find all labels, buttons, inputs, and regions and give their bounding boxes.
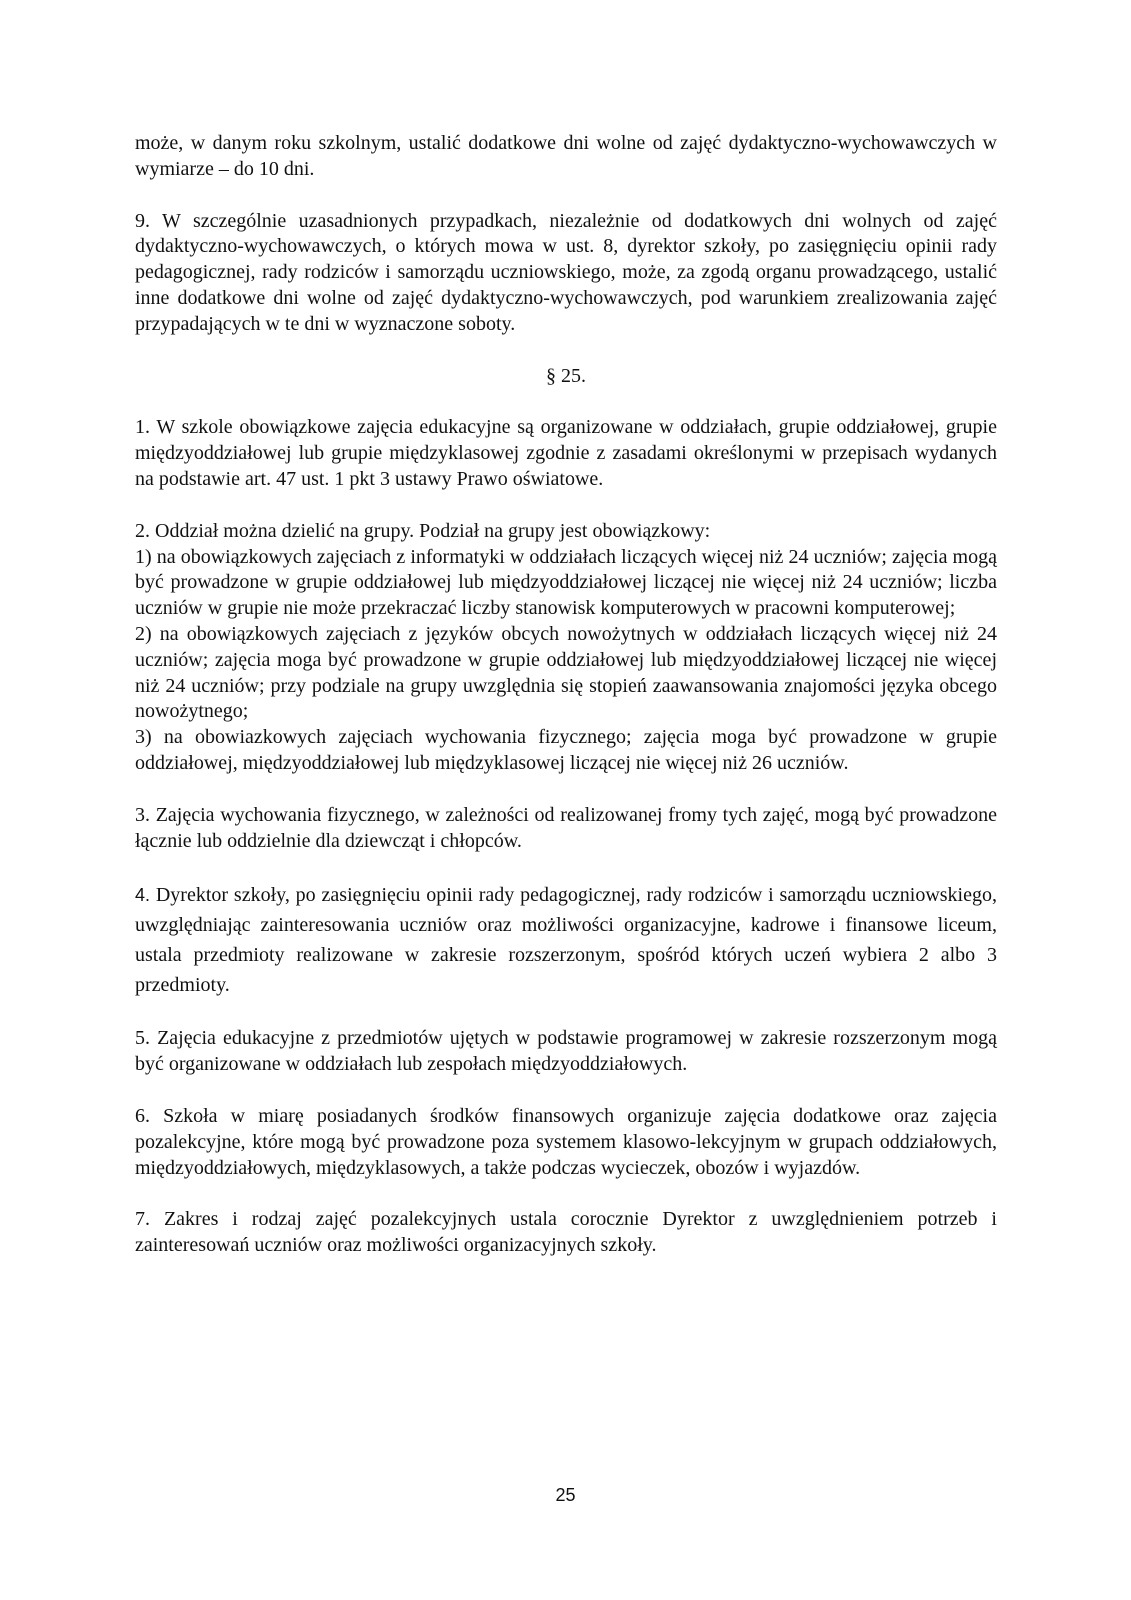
paragraph-5: 5. Zajęcia edukacyjne z przedmiotów ujętych w podstawie programowej w zakresie rozszerzonym mogą być organizowane w oddziałach lub zespołach międzyoddziałowych. [135,1027,997,1076]
paragraph-2-item-1: 1) na obowiązkowych zajęciach z informatyki w oddziałach liczących więcej niż 24 uczniów; zajęcia mogą być prowadzone w grupie oddziałowej lub międzyoddziałowej liczącej nie więcej niż 24 uczniów; liczba uczniów w grupie nie może przekraczać liczby stanowisk komputerowych w pracowni komputerowej; [135,545,997,620]
paragraph-4-text: Dyrektor szkoły, po zasięgnięciu opinii rady pedagogicznej, rady rodziców i samorządu uczniowskiego, uwzględniając zainteresowania uczniów oraz możliwości organizacyjne, kadrowe i finansowe liceum, ustala przedmioty realizowane w zakresie rozszerzonym, spośród których uczeń wybiera 2 albo 3 przedmioty. [135,884,997,997]
paragraph-3: 3. Zajęcia wychowania fizycznego, w zależności od realizowanej fromy tych zajęć, mogą być prowadzone łącznie lub oddzielnie dla dziewcząt i chłopców. [135,803,997,852]
paragraph-4-number: 4. [135,885,151,906]
paragraph-2-item-2: 2) na obowiązkowych zajęciach z języków obcych nowożytnych w oddziałach liczących więcej niż 24 uczniów; zajęcia moga być prowadzone w grupie oddziałowej lub międzyoddziałowej liczącej nie więcej niż 24 uczniów; przy podziale na grupy uwzględnia się stopień zaawansowania znajomości języka obcego nowożytnego; [135,622,997,723]
paragraph-2-item-3: 3) na obowiazkowych zajęciach wychowania fizycznego; zajęcia moga być prowadzone w grupie oddziałowej, międzyoddziałowej lub międzyklasowej liczącej nie więcej niż 26 uczniów. [135,726,997,774]
paragraph-2 [135,519,997,777]
paragraph-6: 6. Szkoła w miarę posiadanych środków finansowych organizuje zajęcia dodatkowe oraz zajęcia pozalekcyjne, które mogą być prowadzone poza systemem klasowo-lekcyjnym w grupach oddziałowych, międzyoddziałowych, międzyklasowych, a także podczas wycieczek, obozów i wyjazdów. [135,1104,997,1179]
paragraph-1: 1. W szkole obowiązkowe zajęcia edukacyjne są organizowane w oddziałach, grupie oddziałowej, grupie międzyoddziałowej lub grupie międzyklasowej zgodnie z zasadami określonymi w przepisach wydanych na podstawie art. 47 ust. 1 pkt 3 ustawy Prawo oświatowe. [135,416,997,490]
paragraph-7: 7. Zakres i rodzaj zajęć pozalekcyjnych ustala corocznie Dyrektor z uwzględnieniem potrzeb i zainteresowań uczniów oraz możliwości organizacyjnych szkoły. [135,1208,997,1257]
page-number: 25 [555,1485,576,1505]
document-page [135,131,997,1259]
paragraph-4 [135,880,997,1000]
paragraph-2-intro: 2. Oddział można dzielić na grupy. Podział na grupy jest obowiązkowy: [135,519,711,542]
paragraph-9: 9. W szczególnie uzasadnionych przypadkach, niezależnie od dodatkowych dni wolnych od zajęć dydaktyczno-wychowawczych, o których mowa w ust. 8, dyrektor szkoły, po zasięgnięciu opinii rady pedagogicznej, rady rodziców i samorządu uczniowskiego, może, za zgodą organu prowadzącego, ustalić inne dodatkowe dni wolne od zajęć dydaktyczno-wychowawczych, pod warunkiem zrealizowania zajęć przypadających w te dni w wyznaczone soboty. [135,209,997,335]
section-heading: § 25. [546,364,586,387]
paragraph-intro-continuation: może, w danym roku szkolnym, ustalić dodatkowe dni wolne od zajęć dydaktyczno-wychowawczych w wymiarze – do 10 dni. [135,132,997,180]
